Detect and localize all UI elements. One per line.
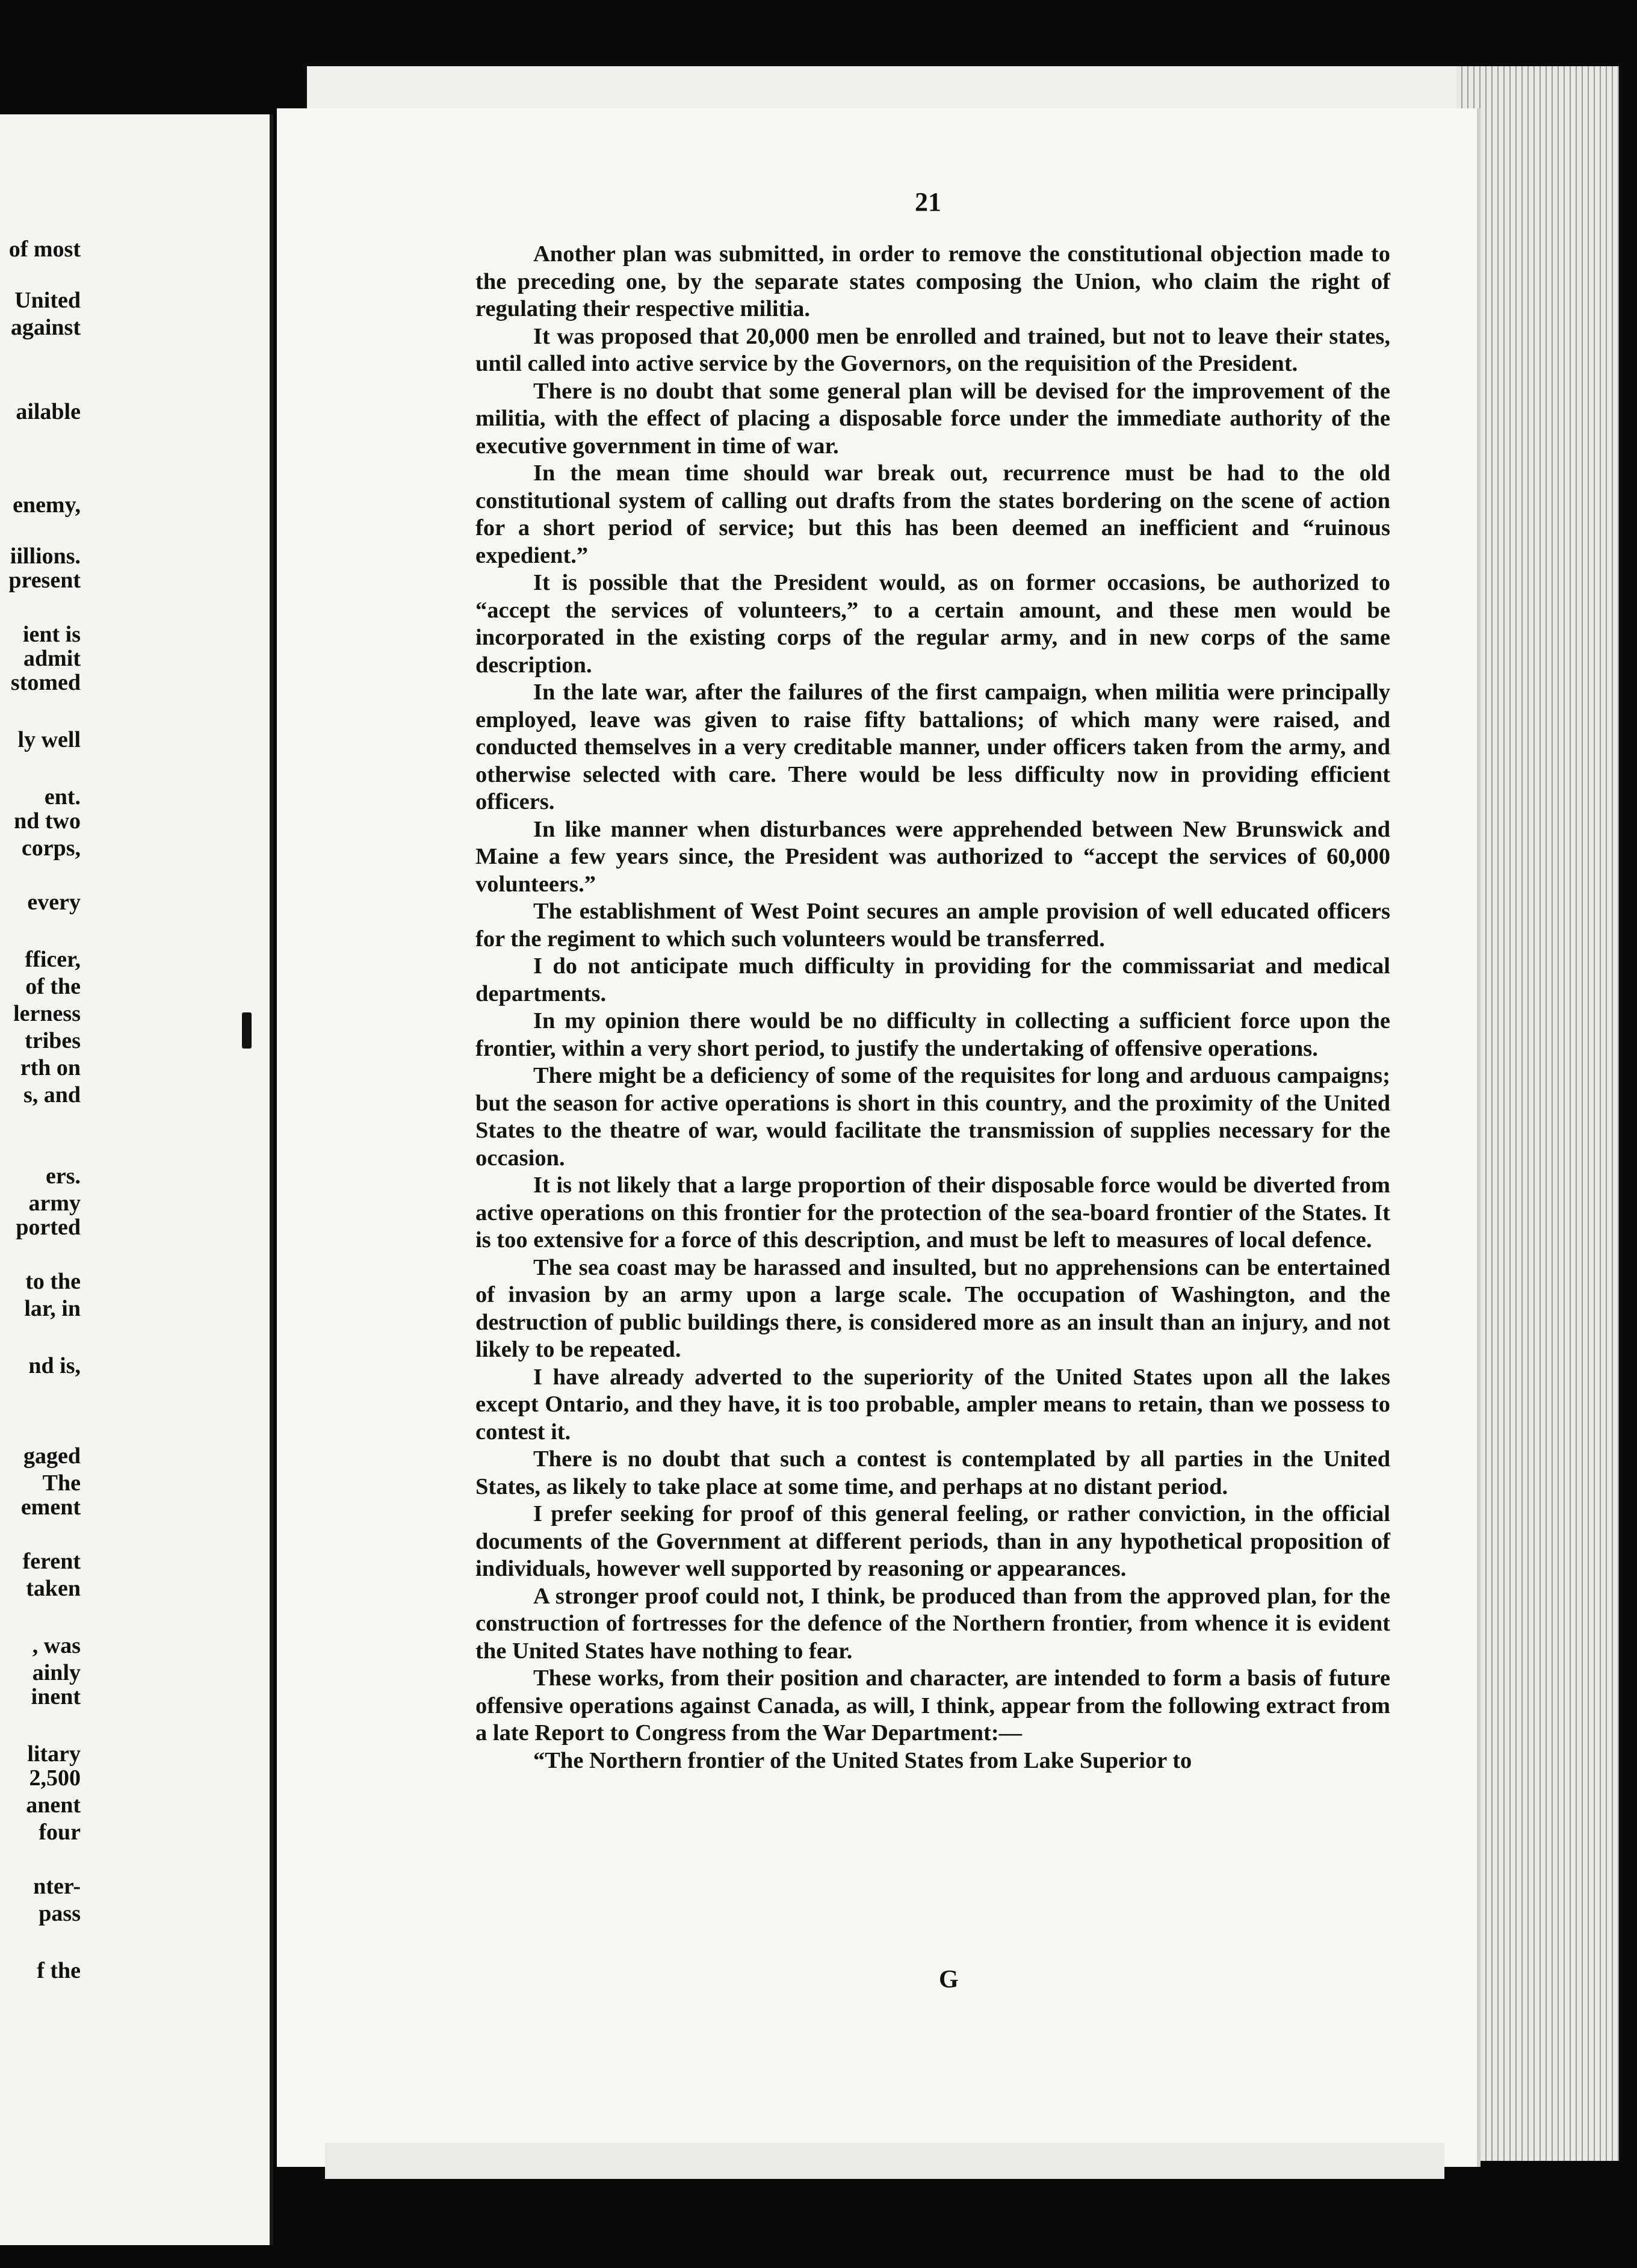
left-page-fragment: ers. <box>45 1163 81 1189</box>
paragraph: In the late war, after the failures of the first campaign, when militia were principally employed, leave was given to raise fifty battalions; of which many were raised, and conducted themselves in a very creditable manner, under officers taken from the army, and otherwise selected with care. There would be less difficulty now in providing efficient officers. <box>475 680 1390 814</box>
left-page-fragment: against <box>10 315 81 340</box>
left-page-fragment: fficer, <box>25 947 81 972</box>
left-page-fragment: pass <box>39 1901 81 1926</box>
paragraph: There is no doubt that such a contest is contemplated by all parties in the United States, as likely to take place at some time, and perhaps at no distant period. <box>475 1446 1390 1499</box>
left-page-fragment: ly well <box>17 727 81 752</box>
signature-mark: G <box>939 1966 959 1994</box>
left-page-fragment: ient is <box>22 622 81 647</box>
paragraph: These works, from their position and character, are intended to form a basis of future offensive operations against Canada, as will, I think, appear from the following extract from a late Report to Congress from the War Department:— <box>475 1665 1390 1746</box>
left-page-fragment: taken <box>26 1576 81 1601</box>
left-page-fragment: ported <box>16 1215 81 1240</box>
binding-mark <box>242 1012 252 1049</box>
left-page-fragment: admit <box>23 646 81 671</box>
paragraph: There is no doubt that some general plan will be devised for the improvement of the militia, with the effect of placing a disposable force under the immediate authority of the executive government in time of war. <box>475 378 1390 459</box>
left-page-fragment: litary <box>27 1741 81 1767</box>
paragraph: I have already adverted to the superiority of the United States upon all the lakes except Ontario, and they have, it is too probable, ampler means to retain, than we possess to contest it. <box>475 1364 1390 1445</box>
paragraph: I prefer seeking for proof of this general feeling, or rather conviction, in the official documents of the Government at different periods, than in any hypothetical proposition of individuals, however well supported by reasoning or appearances. <box>475 1501 1390 1581</box>
left-page-fragment: of most <box>8 237 81 262</box>
left-page-fragment: nter- <box>33 1874 81 1899</box>
left-page-fragment: corps, <box>21 835 81 861</box>
paragraph: It was proposed that 20,000 men be enrolled and trained, but not to leave their states, until called into active service by the Governors, on the requisition of the President. <box>475 323 1390 376</box>
left-page-fragment: gaged <box>23 1443 81 1469</box>
left-page-fragment: rth on <box>20 1055 81 1080</box>
left-page-fragment: every <box>27 890 81 915</box>
page-top-edge <box>307 66 1481 108</box>
left-page-fragment: s, and <box>23 1082 81 1108</box>
left-page-fragment: four <box>39 1820 81 1845</box>
page-bottom-edge <box>325 2143 1444 2179</box>
paragraph: Another plan was submitted, in order to remove the constitutional objection made to the preceding one, by the separate states composing the Union, who claim the right of regulating their respective militia. <box>475 241 1390 321</box>
quotation-paragraph: “The Northern frontier of the United States from Lake Superior to <box>533 1747 1192 1773</box>
page-number: 21 <box>915 187 941 217</box>
left-page-fragment: f the <box>37 1958 81 1983</box>
paragraph: It is not likely that a large proportion of their disposable force would be diverted from active operations on this frontier for the protection of the sea-board frontier of the States. It is too extensive for a force of this description, and must be left to measures of local defence. <box>475 1173 1390 1253</box>
left-page-fragment: The <box>42 1470 81 1496</box>
left-page-fragment: lerness <box>13 1001 81 1026</box>
left-page-fragment: to the <box>25 1269 81 1294</box>
paragraph: The sea coast may be harassed and insulted, but no apprehensions can be entertained of invasion by an army upon a large scale. The occupation of Washington, and the destruction of public buildings there, is considered more as an insult than an injury, and not likely to be repeated. <box>475 1254 1390 1362</box>
left-page-fragment: present <box>8 568 81 593</box>
left-page-fragment: nd is, <box>28 1353 81 1378</box>
paragraph: In the mean time should war break out, recurrence must be had to the old constitutional system of calling out drafts from the states bordering on the scene of action for a short period of service; but this has been deemed an inefficient and “ruinous expedient.” <box>475 460 1390 568</box>
left-page-fragment: army <box>28 1191 81 1216</box>
paragraph: There might be a deficiency of some of the requisites for long and arduous campaigns; but the season for active operations is short in this country, and the proximity of the United States to the theatre of war, would facilitate the transmission of supplies necessary for the occasion. <box>475 1063 1390 1171</box>
left-page-fragment: , was <box>32 1633 81 1658</box>
paragraph: In my opinion there would be no difficulty in collecting a sufficient force upon the frontier, within a very short period, to justify the undertaking of offensive operations. <box>475 1008 1390 1061</box>
page-edge-stack <box>1456 66 1619 2161</box>
left-page-fragment: of the <box>25 974 81 999</box>
left-page-fragment: enemy, <box>13 492 81 518</box>
left-page-fragment: ainly <box>32 1660 81 1685</box>
left-page-fragment: ailable <box>16 399 81 424</box>
left-facing-page <box>0 114 273 2245</box>
left-page-fragment: lar, in <box>24 1296 81 1321</box>
paragraph: The establishment of West Point secures an ample provision of well educated officers for the regiment to which such volunteers would be transferred. <box>475 899 1390 952</box>
left-page-fragment: ent. <box>44 784 81 810</box>
left-page-fragment: ement <box>20 1495 81 1520</box>
left-page-fragment: ferent <box>22 1549 81 1574</box>
paragraph: A stronger proof could not, I think, be produced than from the approved plan, for the construction of fortresses for the defence of the Northern frontier, from whence it is evident the United States have nothing to fear. <box>475 1583 1390 1664</box>
paragraph: I do not anticipate much difficulty in providing for the commissariat and medical departments. <box>475 953 1390 1006</box>
left-page-fragment: iillions. <box>10 544 81 569</box>
left-page-fragment: tribes <box>25 1028 81 1053</box>
left-page-fragment: inent <box>31 1684 81 1709</box>
left-page-fragment: nd two <box>14 808 81 834</box>
left-page-fragment: stomed <box>10 670 81 695</box>
left-page-fragment: United <box>14 288 81 313</box>
paragraph: In like manner when disturbances were apprehended between New Brunswick and Maine a few years since, the President was authorized to “accept the services of 60,000 volunteers.” <box>475 816 1390 897</box>
text-column <box>475 241 1390 1774</box>
left-page-fragment: anent <box>26 1792 81 1818</box>
paragraph: It is possible that the President would, as on former occasions, be authorized to “accept the services of volunteers,” to a certain amount, and these men would be incorporated in the existing corps of the regular army, and in new corps of the same description. <box>475 570 1390 678</box>
left-page-fragment: 2,500 <box>29 1765 81 1791</box>
